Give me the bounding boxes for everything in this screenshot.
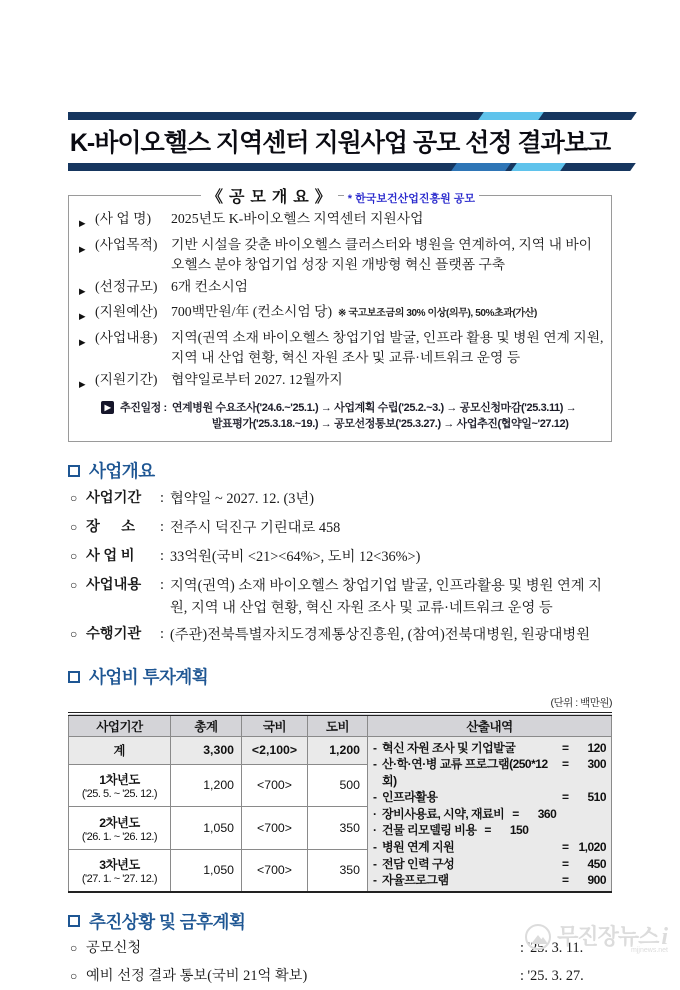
overview-item-scale: ▶ (선정규모) 6개 컨소시엄 bbox=[79, 277, 605, 302]
schedule-text-line2: 발표평가('25.3.18.~19.) → 공모선정통보('25.3.27.) → 사업추진(협약일~'27.12) bbox=[211, 418, 569, 430]
square-bullet-icon bbox=[68, 465, 80, 477]
budget-table bbox=[68, 712, 612, 893]
overview-item-purpose: ▶ (사업목적) 기반 시설을 갖춘 바이오헬스 클러스터와 병원을 연계하여, 지역 내 바이오헬스 분야 창업기업 성장 지원 개방형 혁신 플랫폼 구축 bbox=[79, 235, 605, 276]
bar-accent-light bbox=[479, 112, 544, 120]
col-header-national: 국비 bbox=[242, 714, 308, 736]
section-title: 사업비 투자계획 bbox=[89, 667, 209, 687]
table-row-year1: 1차년도 ('25. 5. ~ '25. 12.) 1,200 <700> 500 bbox=[69, 764, 612, 807]
overview-item-period: ▶ (지원기간) 협약일로부터 2027. 12월까지 bbox=[79, 370, 605, 395]
circle-bullet-icon: ○ bbox=[70, 968, 78, 983]
col-header-breakdown: 산출내역 bbox=[368, 714, 612, 736]
overview-item-budget: ▶ (지원예산) 700백만원/年 (컨소시엄 당) ※ 국고보조금의 30% 이상(의무), 50%초과(가산) bbox=[79, 302, 605, 327]
overview-item-project-name: ▶ (사 업 명) 2025년도 K-바이오헬스 지역센터 지원사업 bbox=[79, 209, 605, 234]
square-bullet-icon bbox=[68, 915, 80, 927]
breakdown-subline: · 건물 리모델링 비용 = 150 bbox=[373, 823, 529, 838]
circle-bullet-icon: ○ bbox=[70, 940, 78, 955]
table-row-year2: 2차년도 ('26. 1. ~ '26. 12.) 1,050 <700> 350 bbox=[69, 807, 612, 850]
table-row-year3: 3차년도 ('27. 1. ~ '27. 12.) 1,050 <700> 350 bbox=[69, 849, 612, 892]
triangle-bullet-icon: ▶ bbox=[79, 311, 86, 321]
section-overview-body bbox=[68, 485, 612, 648]
overview-row-location: ○ 장 소 : 전주시 덕진구 기린대로 458 bbox=[68, 514, 612, 541]
bar-accent-light bbox=[511, 163, 566, 171]
status-row-application: ○ 공모신청 : '25. 3. 11. bbox=[68, 934, 612, 962]
col-header-total: 총계 bbox=[171, 714, 242, 736]
overview-box-heading bbox=[69, 184, 611, 207]
circle-bullet-icon: ○ bbox=[70, 520, 78, 534]
col-header-provincial: 도비 bbox=[308, 714, 368, 736]
breakdown-line: - 인프라활용 = 510 bbox=[373, 790, 606, 805]
circle-bullet-icon: ○ bbox=[70, 627, 78, 641]
schedule-line bbox=[101, 400, 605, 432]
breakdown-line: - 혁신 자원 조사 및 기업발굴 = 120 bbox=[373, 740, 606, 755]
circle-bullet-icon: ○ bbox=[70, 549, 78, 563]
breakdown-subline: · 장비사용료, 시약, 재료비 = 360 bbox=[373, 806, 557, 821]
watermark-name: 무진장뉴스 bbox=[557, 924, 659, 949]
section-heading-budget bbox=[68, 664, 612, 689]
status-row-notification: ○ 예비 선정 결과 통보(국비 21억 확보) : '25. 3. 27. bbox=[68, 962, 612, 990]
table-header-row bbox=[69, 714, 612, 736]
budget-note: ※ 국고보조금의 30% 이상(의무), 50%초과(가산) bbox=[338, 308, 537, 319]
square-bullet-icon bbox=[68, 671, 80, 683]
overview-row-content: ○ 사업내용 : 지역(권역) 소재 바이오헬스 창업기업 발굴, 인프라활용 및 병원 연계 지원, 지역 내 산업 현황, 혁신 자원 조사 및 교류·네트워크 운영 등 bbox=[68, 572, 612, 619]
circle-bullet-icon: ○ bbox=[70, 491, 78, 505]
breakdown-line: - 자율프로그램 = 900 bbox=[373, 873, 606, 888]
bar-accent-navy bbox=[566, 163, 637, 171]
breakdown-line: - 전담 인력 구성 = 450 bbox=[373, 856, 606, 871]
bar-accent-mid bbox=[451, 163, 511, 171]
arrow-square-icon: ▶ bbox=[101, 401, 114, 414]
breakdown-line: - 산·학·연·병 교류 프로그램(250*12회) = 300 bbox=[373, 757, 606, 788]
overview-box bbox=[68, 189, 612, 442]
triangle-bullet-icon: ▶ bbox=[79, 336, 86, 347]
mountain-logo-icon bbox=[525, 924, 551, 950]
document-title: K-바이오헬스 지역센터 지원사업 공모 선정 결과보고 bbox=[69, 129, 611, 157]
table-row-total: 계 3,300 <2,100> 1,200 - 혁신 자원 조사 및 기업발굴 = 120 - 산·학·연·병 교류 프로그램(250*12회) = 300 - 인프라활용 = 510 · 장비사용료, 시약, 재료비 = 360 · 건물 리모델링 비용 = 150 - 병원 연계 지원 = 1,020 - 전담 인력 구성 = 450 - 자율프로그램 = 900 bbox=[69, 736, 612, 764]
col-header-period: 사업기간 bbox=[69, 714, 171, 736]
banner-bottom-bar bbox=[68, 163, 612, 171]
title-banner bbox=[68, 112, 612, 171]
triangle-bullet-icon: ▶ bbox=[79, 285, 86, 296]
triangle-bullet-icon: ▶ bbox=[79, 378, 86, 389]
overview-heading-note: * 한국보건산업진흥원 공모 bbox=[344, 190, 479, 206]
watermark-i: i bbox=[661, 924, 668, 950]
triangle-bullet-icon: ▶ bbox=[79, 243, 86, 254]
overview-row-agency: ○ 수행기관 : (주관)전북특별자치도경제통상진흥원, (참여)전북대병원, 원광대병원 bbox=[68, 621, 612, 648]
section-title: 사업개요 bbox=[89, 461, 155, 481]
overview-row-cost: ○ 사 업 비 : 33억원(국비 <21><64%>, 도비 12<36%>) bbox=[68, 543, 612, 570]
news-watermark bbox=[525, 920, 668, 954]
breakdown-line: - 병원 연계 지원 = 1,020 bbox=[373, 840, 606, 855]
banner-top-bar bbox=[68, 112, 612, 120]
watermark-url: mjjnews.net bbox=[631, 947, 668, 954]
schedule-label: 추진일정 : bbox=[120, 402, 167, 414]
overview-heading-text: 《 공 모 개 요 》 bbox=[201, 184, 338, 207]
section-heading-overview bbox=[68, 458, 612, 483]
status-date: : '25. 3. 11. bbox=[520, 939, 584, 956]
section-title: 추진상황 및 금후계획 bbox=[89, 911, 246, 932]
bar-accent-navy bbox=[544, 112, 637, 120]
breakdown-cell bbox=[368, 736, 612, 892]
overview-item-content: ▶ (사업내용) 지역(권역 소재 바이오헬스 창업기업 발굴, 인프라 활용 및 병원 연계 지원, 지역 내 산업 현황, 혁신 자원 조사 및 교류·네트워크 운영 등 bbox=[79, 328, 605, 369]
triangle-bullet-icon: ▶ bbox=[79, 218, 86, 228]
circle-bullet-icon: ○ bbox=[70, 578, 78, 592]
status-date: : '25. 3. 27. bbox=[520, 967, 584, 984]
table-unit-note: (단위 : 백만원) bbox=[550, 697, 612, 709]
schedule-text-line1: 연계병원 수요조사('24.6.~'25.1.) → 사업계획 수립('25.2.~3.) → 공모신청마감('25.3.11) → bbox=[171, 402, 577, 414]
overview-row-period: ○ 사업기간 : 협약일 ~ 2027. 12. (3년) bbox=[68, 485, 612, 512]
